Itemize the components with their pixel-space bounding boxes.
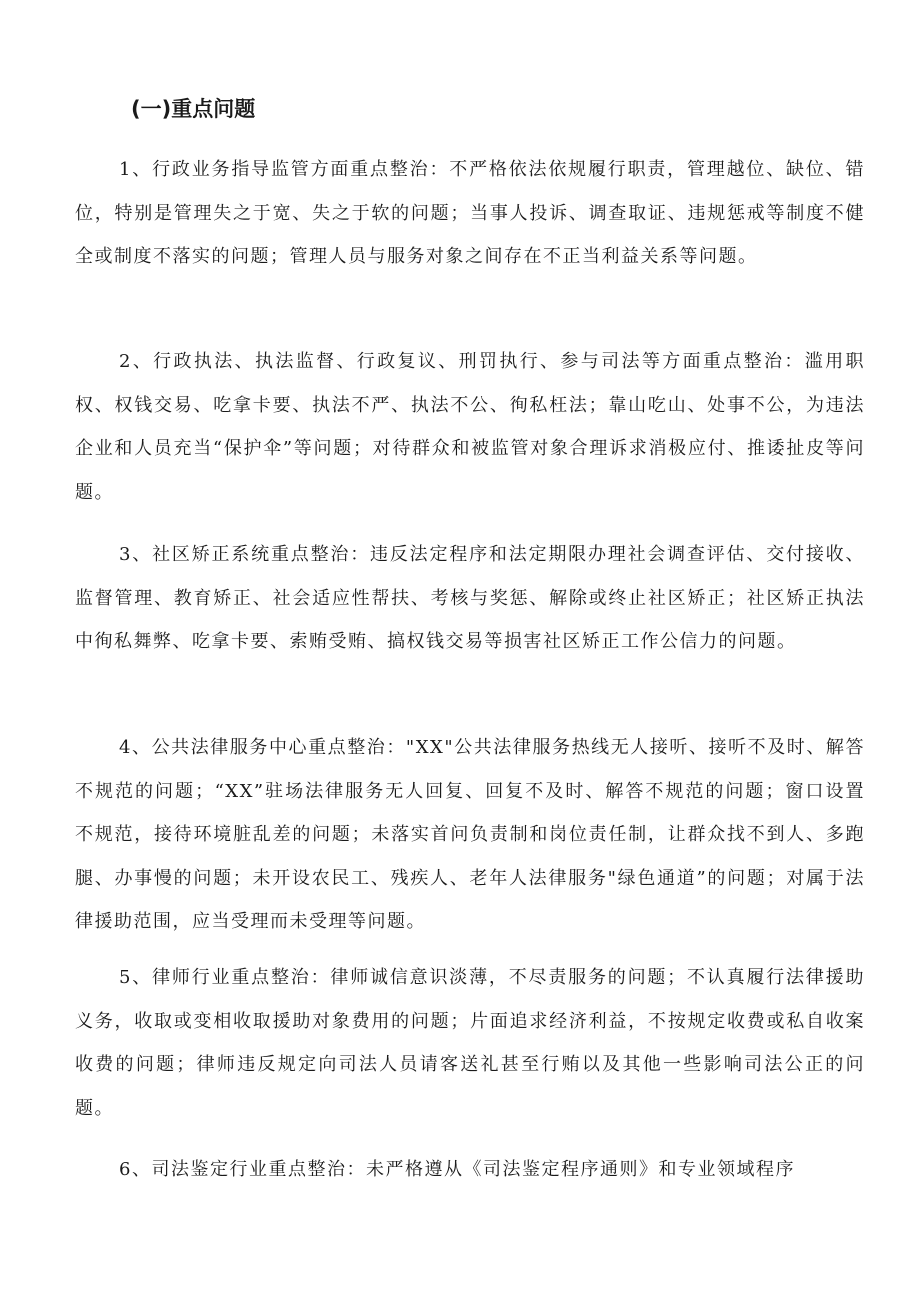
paragraph-2: 2、行政执法、执法监督、行政复议、刑罚执行、参与司法等方面重点整治：滥用职权、权钱交易、吃拿卡要、执法不严、执法不公、徇私枉法；靠山吃山、处事不公，为违法企业和人员充当“保护伞”等问题；对待群众和被监管对象合理诉求消极应付、推诿扯皮等问题。 (75, 351, 865, 503)
paragraph-3: 3、社区矫正系统重点整治：违反法定程序和法定期限办理社会调查评估、交付接收、监督管理、教育矫正、社会适应性帮扶、考核与奖惩、解除或终止社区矫正；社区矫正执法中徇私舞弊、吃拿卡要、索贿受贿、搞权钱交易等损害社区矫正工作公信力的问题。 (75, 544, 865, 652)
section-heading: (一)重点问题 (131, 97, 256, 121)
paragraph-1: 1、行政业务指导监管方面重点整治：不严格依法依规履行职责，管理越位、缺位、错位，特别是管理失之于宽、失之于软的问题；当事人投诉、调查取证、违规惩戒等制度不健全或制度不落实的问题；管理人员与服务对象之间存在不正当利益关系等问题。 (75, 159, 865, 267)
paragraph-5: 5、律师行业重点整治：律师诚信意识淡薄，不尽责服务的问题；不认真履行法律援助义务，收取或变相收取援助对象费用的问题；片面追求经济利益，不按规定收费或私自收案收费的问题；律师违反规定向司法人员请客送礼甚至行贿以及其他一些影响司法公正的问题。 (75, 967, 865, 1119)
paragraph-6: 6、司法鉴定行业重点整治：未严格遵从《司法鉴定程序通则》和专业领域程序 (119, 1159, 795, 1180)
paragraph-4: 4、公共法律服务中心重点整治："XX"公共法律服务热线无人接听、接听不及时、解答不规范的问题；“XX”驻场法律服务无人回复、回复不及时、解答不规范的问题；窗口设置不规范，接待环境脏乱差的问题；未落实首问负责制和岗位责任制，让群众找不到人、多跑腿、办事慢的问题；未开设农民工、残疾人、老年人法律服务"绿色通道”的问题；对属于法律援助范围，应当受理而未受理等问题。 (75, 737, 865, 932)
